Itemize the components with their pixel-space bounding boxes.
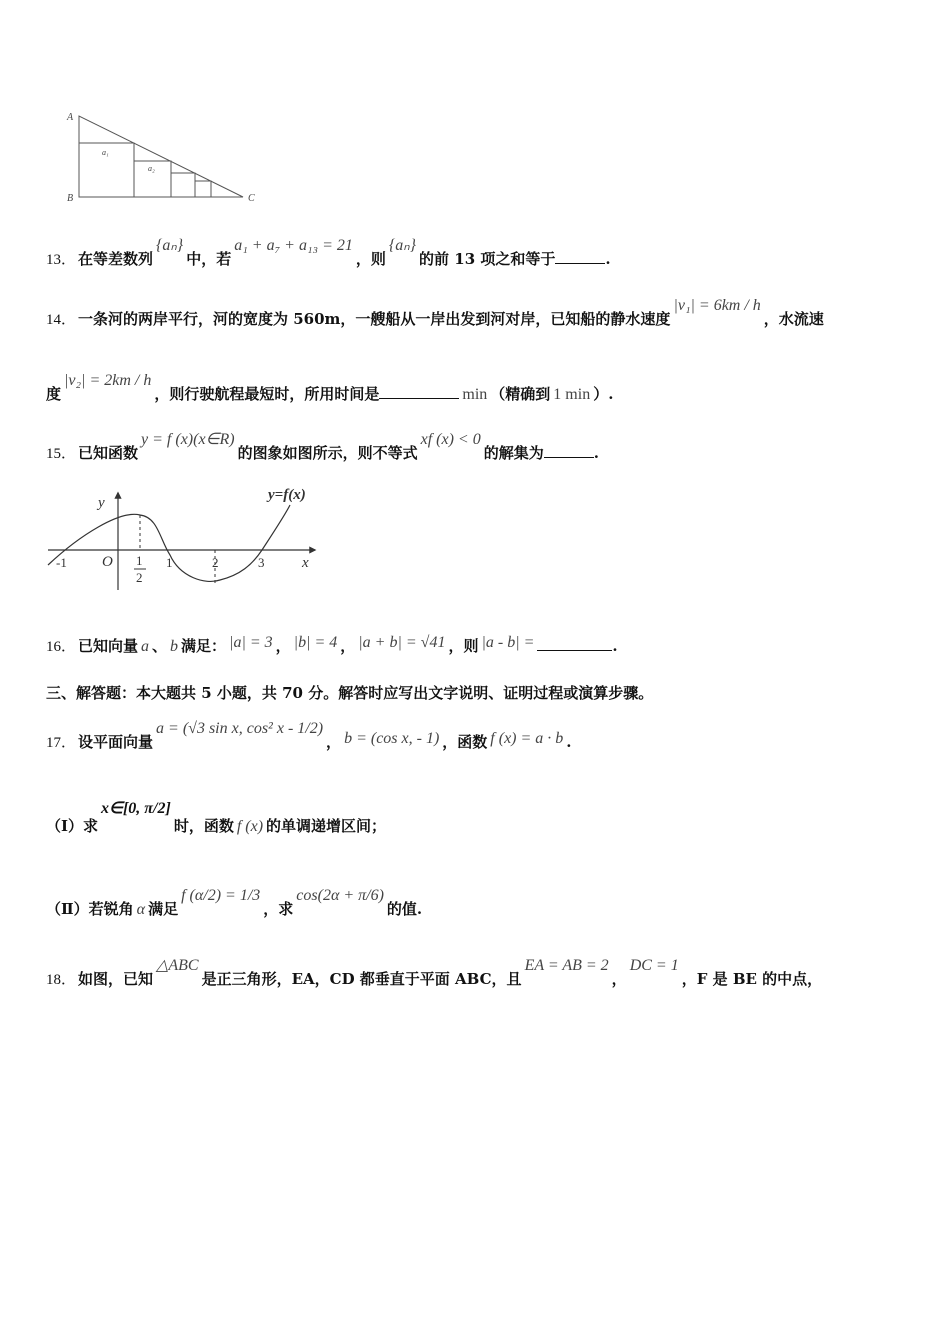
graph-y-label: y (98, 495, 105, 511)
q17-math-1: a = (√3 sin x, cos² x - 1/2) (156, 720, 324, 737)
q18-text-2: 是正三角形，EA，CD 都垂直于平面 ABC，且 (201, 970, 522, 988)
q13-text-5: . (605, 250, 611, 268)
q16-text-3: 满足： (181, 637, 227, 655)
q15-math-1: y = f (x)(x∈R) (141, 431, 235, 448)
q13-math-2: a₁ + a₇ + a₁₃ = 21 (234, 237, 353, 254)
q13-answer-blank[interactable] (555, 262, 605, 264)
q15-text-2: 的图象如图所示，则不等式 (237, 444, 418, 462)
question-16 (46, 635, 618, 656)
q15-answer-blank[interactable] (544, 456, 594, 458)
question-13 (46, 237, 611, 269)
q17-math-3: f (x) = a · b (490, 730, 564, 747)
question-17 (46, 720, 572, 752)
square-3 (171, 173, 195, 197)
q17-part1-text-2: 的单调递增区间； (266, 817, 387, 835)
question-18 (46, 957, 823, 989)
q13-text-2: 中，若 (186, 250, 232, 268)
q16-math-2: b (170, 638, 179, 655)
q14-text-1: 一条河的两岸平行，河的宽度为 560m，一艘船从一岸出发到河对岸，已知船的静水速度 (78, 310, 671, 328)
tick-1: 1 (166, 555, 173, 570)
graph-x-label: x (302, 555, 309, 571)
q16-math-6: |a - b| = (481, 634, 535, 651)
q14-math-1: |v₁| = 6km / h (673, 297, 761, 314)
q15-text-1: 已知函数 (78, 444, 139, 462)
tick-3: 3 (258, 555, 265, 570)
q15-math-2: xf (x) < 0 (420, 431, 481, 448)
tick-half-numerator: 1 (136, 553, 143, 568)
q17-part2-math-3: cos(2α + π/6) (296, 887, 384, 904)
q17-math-2: b = (cos x, - 1) (344, 730, 440, 747)
q17-part2-math-2: f (α/2) = 1/3 (181, 887, 261, 904)
q17-part2-label: （Ⅱ）若锐角 (46, 900, 134, 918)
question-15 (46, 431, 599, 463)
q14-text-4: ，则行驶航程最短时，所用时间是 (154, 385, 380, 403)
q16-math-1: a (141, 638, 150, 655)
q14-text-6: ）. (593, 385, 614, 403)
q18-number: 18． (46, 972, 77, 988)
q14-answer-blank[interactable] (379, 397, 459, 399)
q15-number: 15． (46, 446, 77, 462)
q16-text-6: ，则 (448, 637, 479, 655)
q17-part2-text-1: 满足 (148, 900, 179, 918)
q17-part2-math-1: α (136, 901, 146, 918)
question-14-line-1 (46, 297, 824, 329)
q13-math-1: {aₙ} (156, 237, 184, 254)
label-B: B (67, 193, 74, 204)
q18-math-3: DC = 1 (629, 957, 679, 974)
q15-text-4: . (593, 444, 599, 462)
q18-text-1: 如图，已知 (78, 970, 154, 988)
graph-origin: O (102, 554, 113, 570)
q16-text-5: ， (340, 637, 356, 655)
q14-number: 14． (46, 312, 77, 328)
q17-part1-math-1: x∈[0, π/2] (101, 800, 171, 817)
q17-part2-text-2: ，求 (263, 900, 294, 918)
function-graph (40, 485, 330, 595)
q14-math-2: |v₂| = 2km / h (64, 372, 152, 389)
q13-number: 13． (46, 252, 77, 268)
q16-math-3: |a| = 3 (229, 634, 273, 651)
question-14-line-2 (46, 372, 614, 404)
q14-text-3: 度 (46, 385, 62, 403)
q17-text-3: ，函数 (442, 733, 488, 751)
tick-2: 2 (212, 555, 219, 570)
label-A: A (67, 112, 74, 123)
q17-number: 17． (46, 735, 77, 751)
q16-math-4: |b| = 4 (293, 634, 338, 651)
q17-part1-text-1: 时，函数 (173, 817, 234, 835)
q16-math-5: |a + b| = √41 (358, 634, 446, 651)
tick-minus-1: -1 (56, 555, 67, 570)
triangle-figure (60, 105, 270, 210)
q16-answer-blank[interactable] (537, 649, 612, 651)
section-3-text: 三、解答题：本大题共 5 小题，共 70 分。解答时应写出文字说明、证明过程或演算步骤。 (46, 684, 654, 702)
q17-text-2: ， (326, 733, 342, 751)
q18-text-4: ，F 是 BE 的中点， (681, 970, 823, 988)
q18-math-2: EA = AB = 2 (524, 957, 609, 974)
q14-text-2: ，水流速 (763, 310, 824, 328)
question-17-part-2 (46, 887, 423, 919)
q18-text-3: ， (611, 970, 627, 988)
square-4 (195, 181, 211, 197)
q13-text-4: 的前 13 项之和等于 (419, 250, 556, 268)
q16-text-7: . (612, 637, 618, 655)
q17-part2-text-3: 的值. (386, 900, 423, 918)
q14-math-4: 1 min (553, 386, 591, 403)
tick-half-denominator: 2 (136, 570, 143, 585)
q15-text-3: 的解集为 (483, 444, 544, 462)
q16-text-2: 、 (152, 637, 168, 655)
q13-text-1: 在等差数列 (78, 250, 154, 268)
q16-number: 16． (46, 639, 77, 655)
question-17-part-1 (46, 800, 387, 836)
q14-text-5: （精确到 (490, 385, 551, 403)
label-a1: a₁ (102, 148, 109, 157)
q13-math-3: {aₙ} (388, 237, 417, 254)
q18-math-1: △ABC (156, 957, 199, 974)
q16-text-4: ， (275, 637, 291, 655)
q17-part1-math-2: f (x) (236, 818, 264, 835)
q17-text-4: . (566, 733, 572, 751)
graph-curve-label: y=f(x) (268, 487, 306, 503)
q17-text-1: 设平面向量 (78, 733, 154, 751)
q16-text-1: 已知向量 (78, 637, 139, 655)
q13-text-3: ，则 (355, 250, 386, 268)
label-a2: a₂ (148, 164, 155, 173)
q14-math-3: min (462, 386, 488, 403)
section-3-heading (46, 682, 653, 703)
q17-part1-label: （Ⅰ）求 (46, 817, 99, 835)
label-C: C (248, 193, 255, 204)
